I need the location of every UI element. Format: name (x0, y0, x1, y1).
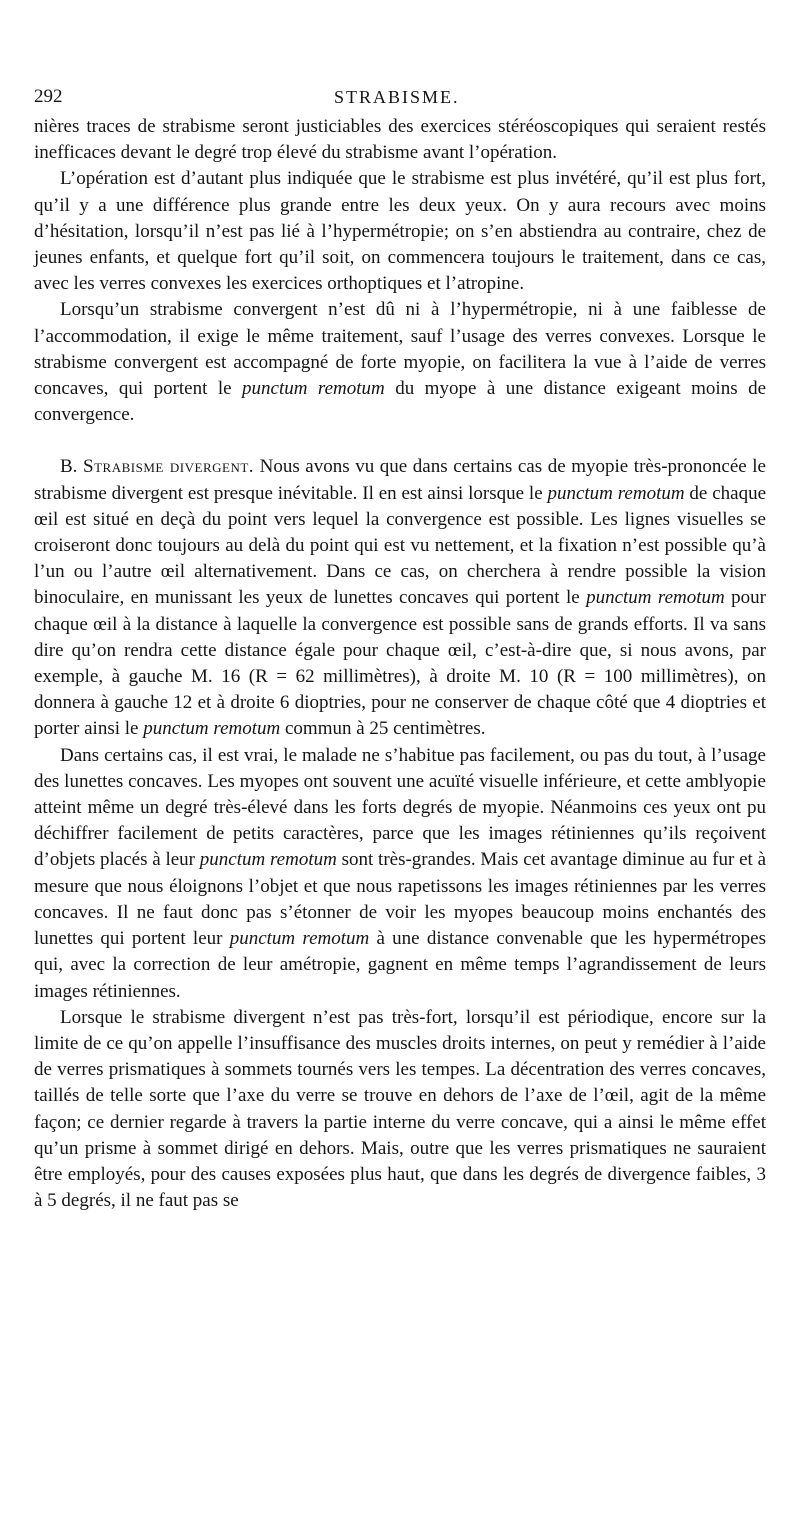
paragraph-3 (34, 297, 766, 428)
running-title: STRABISME. (334, 87, 460, 107)
text-run: Lorsque le strabisme divergent n’est pas très-fort, lorsqu’il est périodique, encore sur la limite de ce qu’on appelle l’insuffisance des muscles droits internes, on peut y remédier à l’aide de verres prismatiques à sommets tournés vers les tempes. La décentration des verres concaves, taillés de telle sorte que l’axe du verre se trouve en dehors de l’axe de l’œil, agit de la même façon; ce dernier regarde à travers la partie interne du verre concave, qui a ainsi le même effet qu’un prisme à sommet dirigé en dehors. Mais, outre que les verres prismatiques ne sauraient être employés, pour des causes exposées plus haut, que dans les degrés de divergence faibles, 3 à 5 degrés, il ne faut pas se (34, 1006, 766, 1212)
text-run: nières traces de strabisme seront justiciables des exercices stéréoscopiques qui seraient restés inefficaces devant le degré trop élevé du strabisme avant l’opération. (34, 116, 766, 164)
section-heading: Strabisme divergent. (83, 456, 255, 478)
paragraph-1 (34, 114, 766, 166)
text-run: commun à 25 centimètres. (280, 718, 486, 740)
italic-term: punctum remotum (586, 587, 725, 609)
text-run: de chaque œil est situé en deçà du point vers lequel la convergence est possible. Les lignes visuelles se croiseront donc toujours au delà du point qui est vu nettement, et la fixation n’est possible qu’à l’un ou l’autre œil alternativement. Dans ce cas, on cherchera à rendre possible la vision binoculaire, en munissant les yeux de lunettes concaves qui portent le (34, 482, 767, 609)
paragraph-6 (34, 1005, 766, 1215)
italic-term: punctum remotum (229, 928, 370, 950)
text-run: du myope à une distance exigeant moins de convergence. (34, 378, 766, 426)
page-number: 292 (34, 86, 63, 107)
paragraph-2 (34, 166, 766, 297)
page-header (34, 84, 766, 110)
italic-term: punctum remotum (242, 378, 385, 400)
text-run: B. (60, 456, 84, 478)
text-run: pour chaque œil à la distance à laquelle la convergence est possible sans de grands efforts. Il va sans dire qu’on rendra cette distance égale pour chaque œil, c’est-à-dire que, si nous avons, par exemple, à gauche M. 16 (R = 62 millimètres), à droite M. 10 (R = 100 millimètres), on donnera à gauche 12 et à droite 6 dioptries, pour ne conserver de chaque côté que 4 dioptries et porter ainsi le (34, 587, 767, 740)
text-run: Dans certains cas, il est vrai, le malade ne s’habitue pas facilement, ou pas du tout, à l’usage des lunettes concaves. Les myopes ont souvent une acuïté visuelle inférieure, et cette amblyopie atteint même un degré très-élevé dans les forts degrés de myopie. Néanmoins ces yeux ont pu déchiffrer facilement de petits caractères, parce que les images rétiniennes qu’ils reçoivent d’objets placés à leur (34, 744, 766, 871)
paragraph-section-b-divergent (34, 454, 766, 742)
section-break (34, 428, 766, 454)
text-run: sont très-grandes. Mais cet avantage diminue au fur et à mesure que nous éloignons l’objet et que nous rapetissons les images rétiniennes par les verres concaves. Il ne faut donc pas s’étonner de voir les myopes beaucoup moins enchantés des lunettes qui portent leur (34, 849, 767, 950)
text-run: Nous avons vu que dans certains cas de myopie très-prononcée le strabisme divergent est presque inévitable. Il en est ainsi lorsque le (34, 456, 766, 504)
text-run: à une distance convenable que les hypermétropes qui, avec la correction de leur amétropie, gagnent en même temps l’agrandissement de leurs images rétiniennes. (34, 928, 767, 1002)
italic-term: punctum remotum (143, 718, 281, 740)
text-run: Lorsqu’un strabisme convergent n’est dû ni à l’hypermétropie, ni à une faiblesse de l’accommodation, il exige le même traitement, sauf l’usage des verres convexes. Lorsque le strabisme convergent est accompagné de forte myopie, on facilitera la vue à l’aide de verres concaves, qui portent le (34, 299, 766, 400)
italic-term: punctum remotum (547, 482, 685, 504)
text-run: L’opération est d’autant plus indiquée que le strabisme est plus invétéré, qu’il est plus fort, qu’il y a une différence plus grande entre les deux yeux. On y aura recours avec moins d’hésitation, lorsqu’il n’est pas lié à l’hypermétropie; on s’en abstiendra au contraire, chez de jeunes enfants, et quelque fort qu’il soit, on commencera toujours le traitement, dans ce cas, avec les verres convexes les exercices orthoptiques et l’atropine. (34, 168, 766, 295)
italic-term: punctum remotum (199, 849, 337, 871)
paragraph-5 (34, 743, 766, 1005)
document-page (34, 84, 766, 1214)
